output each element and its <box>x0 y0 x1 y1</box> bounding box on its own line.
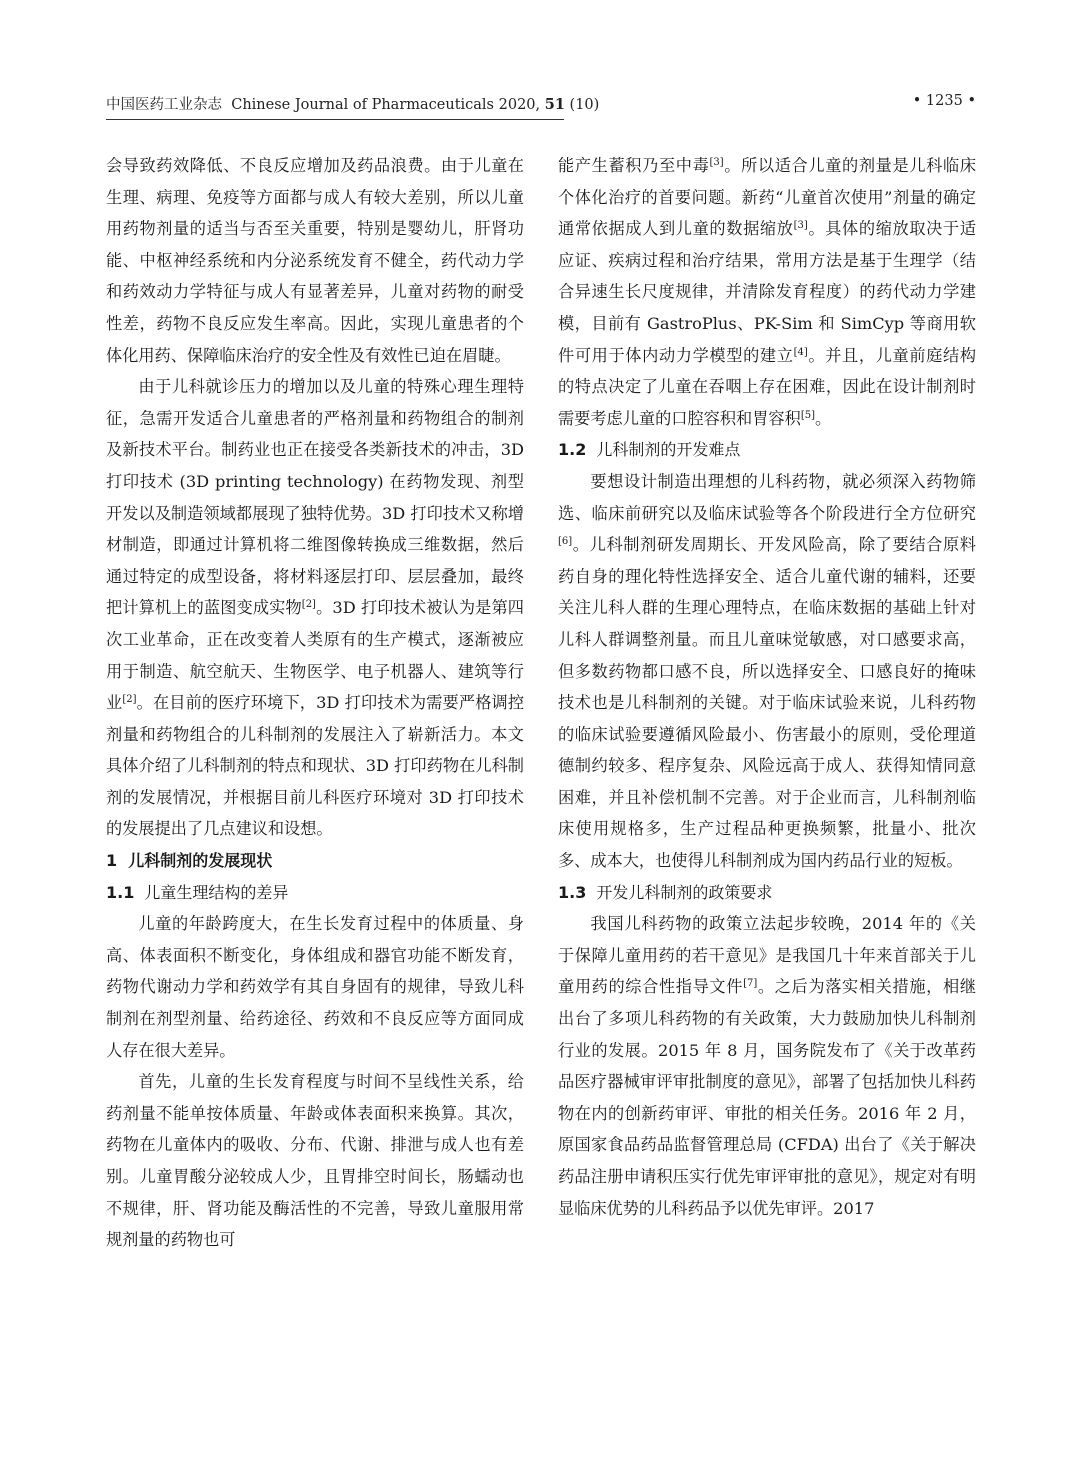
citation[interactable]: [2] <box>301 599 316 611</box>
header-rule <box>106 119 564 120</box>
citation[interactable]: [4] <box>793 346 808 358</box>
paragraph-text: 。所以适合儿童的剂量是儿科临床个体化治疗的首要问题。新药“儿童首次使用”剂量的确定通常依据成人到儿童的数据缩放 <box>558 156 977 239</box>
paragraph-text: 。 <box>814 408 832 428</box>
subsection-title: 儿童生理结构的差异 <box>144 882 289 902</box>
section-heading-1-3 <box>558 877 976 909</box>
volume-number: 51 <box>544 96 565 113</box>
section-title: 儿科制剂的发展现状 <box>128 851 273 871</box>
paragraph-dosage <box>558 150 976 434</box>
paragraph-continued: 会导致药效降低、不良反应增加及药品浪费。由于儿童在生理、病理、免疫等方面都与成人有较大差别，所以儿童用药物剂量的适当与否至关重要，特别是婴幼儿，肝肾功能、中枢神经系统和内分泌系统发育不健全，药代动力学和药效动力学特征与成人有显著差异，儿童对药物的耐受性差，药物不良反应发生率高。因此，实现儿童患者的个体化用药、保障临床治疗的安全性及有效性已迫在眉睫。 <box>106 156 524 365</box>
citation[interactable]: [5] <box>800 409 815 421</box>
subsection-title: 儿科制剂的开发难点 <box>596 440 741 460</box>
paragraph-text: 能产生蓄积乃至中毒 <box>558 156 710 175</box>
subsection-number: 1.1 <box>106 882 135 902</box>
paragraph-text: 要想设计制造出理想的儿科药物，就必须深入药物筛选、临床前研究以及临床试验等各个阶段进行全方位研究 <box>558 471 976 523</box>
paragraph-age-span: 儿童的年龄跨度大，在生长发育过程中的体质量、身高、体表面积不断变化，身体组成和器官功能不断发育，药物代谢动力学和药效学有其自身固有的规律，导致儿科制剂在剂型剂量、给药途径、药效和不良反应等方面同成人存在很大差异。 <box>106 914 524 1060</box>
citation[interactable]: [2] <box>122 694 137 706</box>
paragraph-text: 。3D 打印技术被认为是第四次工业革命，正在改变着人类原有的生产模式，逐渐被应用于制造、航空航天、生物医学、电子机器人、建筑等行业 <box>106 598 524 713</box>
paragraph-growth: 首先，儿童的生长发育程度与时间不呈线性关系，给药剂量不能单按体质量、年龄或体表面积来换算。其次，药物在儿童体内的吸收、分布、代谢、排泄与成人也有差别。儿童胃酸分泌较成人少，且胃排空时间长，肠蠕动也不规律，肝、肾功能及酶活性的不完善，导致儿童服用常规剂量的药物也可 <box>106 1072 524 1250</box>
section-heading-1 <box>106 845 524 877</box>
section-heading-1-1 <box>106 877 524 909</box>
paragraph-text: 。儿科制剂研发周期长、开发风险高，除了要结合原料药自身的理化特性选择安全、适合儿童代谢的辅料，还要关注儿科人群的生理心理特点，在临床数据的基础上针对儿科人群调整剂量。而且儿童味觉敏感，对口感要求高，但多数药物都口感不良，所以选择安全、口感良好的掩味技术也是儿科制剂的关键。对于临床试验来说，儿科药物的临床试验要遵循风险最小、伤害最小的原则，受伦理道德制约较多、程序复杂、风险远高于成人、获得知情同意困难，并且补偿机制不完善。对于企业而言，儿科制剂临床使用规格多，生产过程品种更换频繁，批量小、批次多、成本大，也使得儿科制剂成为国内药品行业的短板。 <box>558 535 976 871</box>
issue-number: (10) <box>569 97 600 113</box>
paragraph-text: 。之后为落实相关措施，相继出台了多项儿科药物的有关政策，大力鼓励加快儿科制剂行业的发展。2015 年 8 月，国务院发布了《关于改革药品医疗器械审评审批制度的意见》，部署了包括加快儿科药物在内的创新药审评、审批的相关任务。2016 年 2 月，原国家食品药品监督管理总局 (CFDA) 出台了《关于解决药品注册申请积压实行优先审评审批的意见》，规定对有明显临床优势的儿科药品予以优先审评。2017 <box>558 977 977 1218</box>
subsection-number: 1.2 <box>558 440 587 460</box>
journal-citation <box>106 93 599 114</box>
citation[interactable]: [7] <box>743 978 758 990</box>
paragraph-text: 由于儿科就诊压力的增加以及儿童的特殊心理生理特征，急需开发适合儿童患者的严格剂量和药物组合的制剂及新技术平台。制药业也正在接受各类新技术的冲击，3D 打印技术 (3D printing technology) 在药物发现、剂型开发以及制造领域都展现了独特优势。3D 打印技术又称增材制造，即通过计算机将二维图像转换成三维数据，然后通过特定的成型设备，将材料逐层打印、层层叠加，最终把计算机上的蓝图变成实物 <box>106 377 524 618</box>
paragraph-policy <box>558 908 976 1224</box>
running-header <box>106 93 976 117</box>
journal-name-cn: 中国医药工业杂志 <box>106 97 222 113</box>
citation[interactable]: [3] <box>793 220 808 232</box>
subsection-number: 1.3 <box>558 882 587 902</box>
paragraph-text: 我国儿科药物的政策立法起步较晚，2014 年的《关于保障儿童用药的若干意见》是我国几十年来首部关于儿童用药的综合性指导文件 <box>558 914 976 997</box>
journal-name-en: Chinese Journal of Pharmaceuticals 2020, <box>231 97 541 113</box>
left-column <box>106 150 524 1256</box>
citation[interactable]: [6] <box>558 536 573 548</box>
right-column <box>558 150 976 1224</box>
section-number: 1 <box>106 851 118 871</box>
paragraph-text: 。在目前的医疗环境下，3D 打印技术为需要严格调控剂量和药物组合的儿科制剂的发展注入了崭新活力。本文具体介绍了儿科制剂的特点和现状、3D 打印药物在儿科制剂的发展情况，并根据目前儿科医疗环境对 3D 打印技术的发展提出了几点建议和设想。 <box>106 693 525 839</box>
citation[interactable]: [3] <box>709 157 724 168</box>
paragraph-3d-printing-intro <box>106 371 524 845</box>
paragraph-text: 。具体的缩放取决于适应证、疾病过程和治疗结果，常用方法是基于生理学（结合异速生长尺度规律，并清除发育程度）的药代动力学建模，目前有 GastroPlus、PK-Sim 和 SimCyp 等商用软件可用于体内动力学模型的建立 <box>558 219 977 365</box>
paragraph-development-difficulty <box>558 466 976 877</box>
section-heading-1-2 <box>558 434 976 466</box>
subsection-title: 开发儿科制剂的政策要求 <box>596 882 773 902</box>
paragraph-text: 。并且，儿童前庭结构的特点决定了儿童在吞咽上存在困难，因此在设计制剂时需要考虑儿童的口腔容积和胃容积 <box>558 345 977 428</box>
page-number: • 1235 • <box>912 93 976 109</box>
